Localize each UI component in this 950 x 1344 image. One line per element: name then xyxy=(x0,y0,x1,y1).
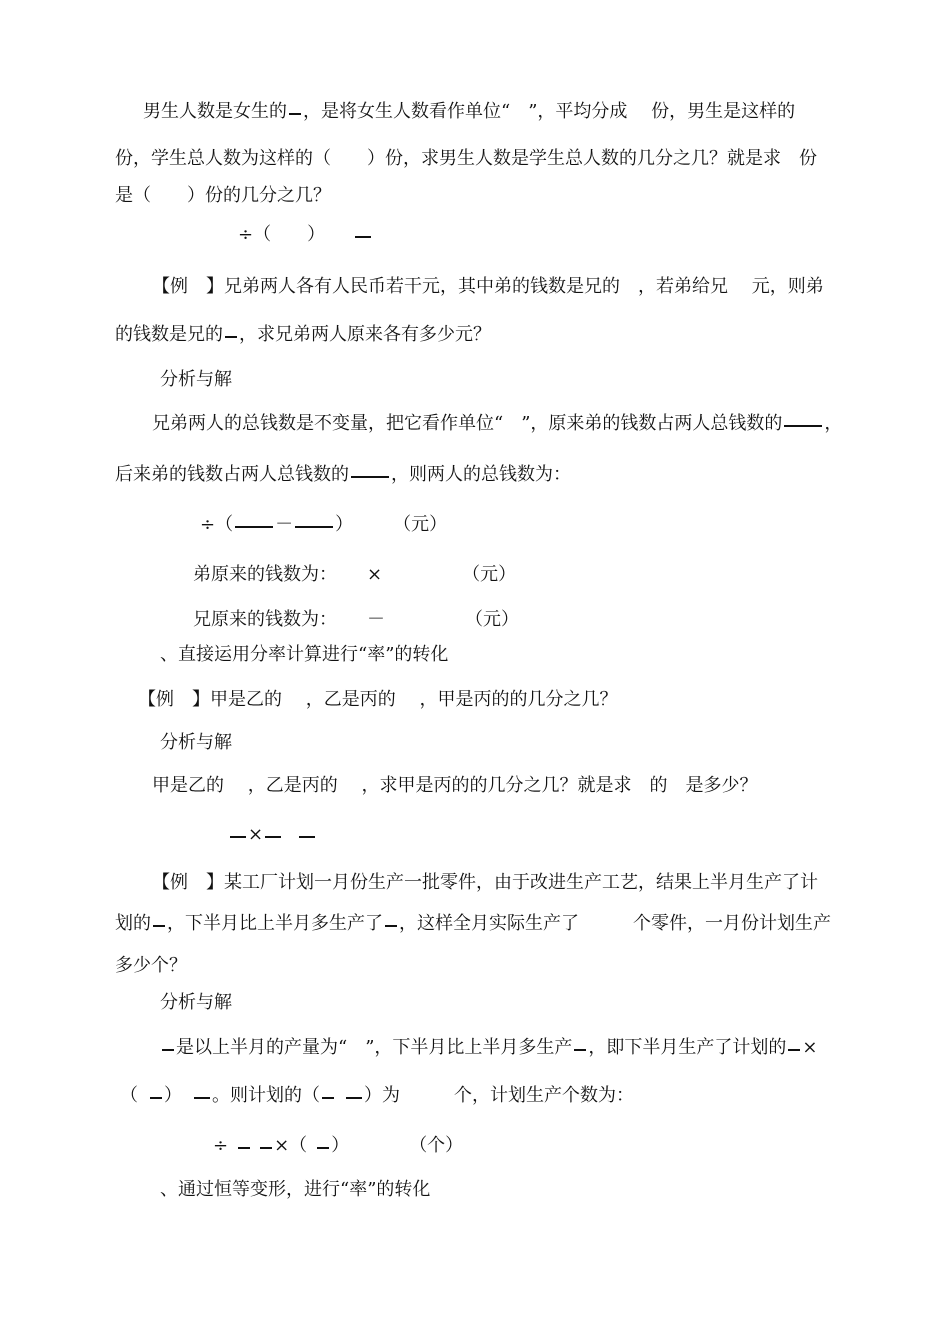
example1-formula3 xyxy=(193,607,519,633)
text: 是以上半月的产量为“ ”，下半月比上半月多生产 xyxy=(176,1037,573,1058)
fraction-bar xyxy=(385,925,397,927)
text: ，则两人的总钱数为： xyxy=(391,464,571,485)
fraction-bar xyxy=(260,1147,272,1149)
text: 。则计划的（ xyxy=(212,1085,320,1106)
fraction-bar xyxy=(317,1147,329,1149)
operator: × xyxy=(367,564,383,585)
operator: ÷ xyxy=(213,1135,229,1156)
example1-line3 xyxy=(152,411,842,437)
example3-line4 xyxy=(160,1035,818,1061)
operator: × xyxy=(248,824,264,845)
para1-line1 xyxy=(143,99,795,125)
fraction-bar xyxy=(225,336,237,338)
example1-formula2 xyxy=(193,562,516,588)
example2-line1: 【例 】甲是乙的 ，乙是丙的 ，甲是丙的的几分之几？ xyxy=(138,689,618,710)
operator: × xyxy=(802,1037,818,1058)
fraction-bar xyxy=(295,526,333,528)
fraction-bar xyxy=(194,1097,210,1099)
example3-formula xyxy=(213,1133,463,1159)
text: ÷（ ） xyxy=(238,224,326,245)
operator: － xyxy=(367,609,385,630)
text: ）为 个，计划生产个数为： xyxy=(364,1085,634,1106)
analysis-heading: 分析与解 xyxy=(160,732,232,753)
text: ÷（ xyxy=(200,514,234,535)
analysis-heading: 分析与解 xyxy=(160,369,232,390)
unit: （个） xyxy=(409,1135,464,1156)
text: 后来弟的钱数占两人总钱数的 xyxy=(115,464,349,485)
text: ） xyxy=(335,514,354,535)
unit: （元） xyxy=(462,564,517,585)
text: ，是将女生人数看作单位“ ”，平均分成 份，男生是这样的 xyxy=(303,101,796,122)
fraction-bar xyxy=(299,836,315,838)
example1-line4 xyxy=(115,462,571,488)
example2-formula xyxy=(228,822,317,848)
fraction-bar xyxy=(784,425,822,427)
text: 兄弟两人的总钱数是不变量，把它看作单位“ ”，原来弟的钱数占两人总钱数的 xyxy=(152,413,783,434)
text: ，下半月比上半月多生产了 xyxy=(167,913,383,934)
text: 的钱数是兄的 xyxy=(115,324,223,345)
fraction-bar xyxy=(351,476,389,478)
fraction-bar xyxy=(289,113,301,115)
text: ） xyxy=(164,1085,182,1106)
fraction-bar xyxy=(150,1097,162,1099)
example1-line1: 【例 】兄弟两人各有人民币若干元，其中弟的钱数是兄的 ，若弟给兄 元，则弟 xyxy=(152,276,824,297)
example1-line2 xyxy=(115,322,491,348)
unit: （元） xyxy=(465,609,519,630)
fraction-bar xyxy=(788,1049,800,1051)
example3-line5 xyxy=(120,1083,634,1109)
text: 男生人数是女生的 xyxy=(143,101,287,122)
text: 兄原来的钱数为： xyxy=(193,609,337,630)
example3-line2 xyxy=(115,911,831,937)
text: － xyxy=(275,514,294,535)
para1-line2: 份，学生总人数为这样的（ ）份，求男生人数是学生总人数的几分之几？就是求 份 xyxy=(115,148,817,169)
section2-heading: 、直接运用分率计算进行“率”的转化 xyxy=(160,644,449,665)
text: 弟原来的钱数为： xyxy=(193,564,337,585)
text: （ xyxy=(120,1085,138,1106)
section3-heading: 、通过恒等变形，进行“率”的转化 xyxy=(160,1179,431,1200)
example3-line3: 多少个？ xyxy=(115,955,187,976)
fraction-bar xyxy=(238,1147,250,1149)
fraction-bar xyxy=(235,526,273,528)
fraction-bar xyxy=(162,1049,174,1051)
example1-formula1 xyxy=(200,512,447,538)
fraction-bar xyxy=(346,1097,362,1099)
unit: （元） xyxy=(393,514,448,535)
fraction-bar xyxy=(153,925,165,927)
fraction-bar xyxy=(322,1097,334,1099)
text: ，这样全月实际生产了 个零件，一月份计划生产 xyxy=(399,913,831,934)
fraction-bar xyxy=(265,836,281,838)
text: ， xyxy=(824,413,843,434)
example3-line1: 【例 】某工厂计划一月份生产一批零件，由于改进生产工艺，结果上半月生产了计 xyxy=(152,872,818,893)
fraction-bar xyxy=(574,1049,586,1051)
text: 划的 xyxy=(115,913,151,934)
text: ，即下半月生产了计划的 xyxy=(588,1037,787,1058)
text: ） xyxy=(331,1135,350,1156)
fraction-bar xyxy=(355,236,371,238)
para1-formula xyxy=(238,222,373,248)
text: ，求兄弟两人原来各有多少元？ xyxy=(239,324,491,345)
text: ×（ xyxy=(274,1135,308,1156)
analysis-heading: 分析与解 xyxy=(160,992,232,1013)
fraction-bar xyxy=(230,836,246,838)
para1-line3: 是（ ）份的几分之几？ xyxy=(115,185,331,206)
example2-line2: 甲是乙的 ，乙是丙的 ，求甲是丙的的几分之几？就是求 的 是多少？ xyxy=(152,775,758,796)
